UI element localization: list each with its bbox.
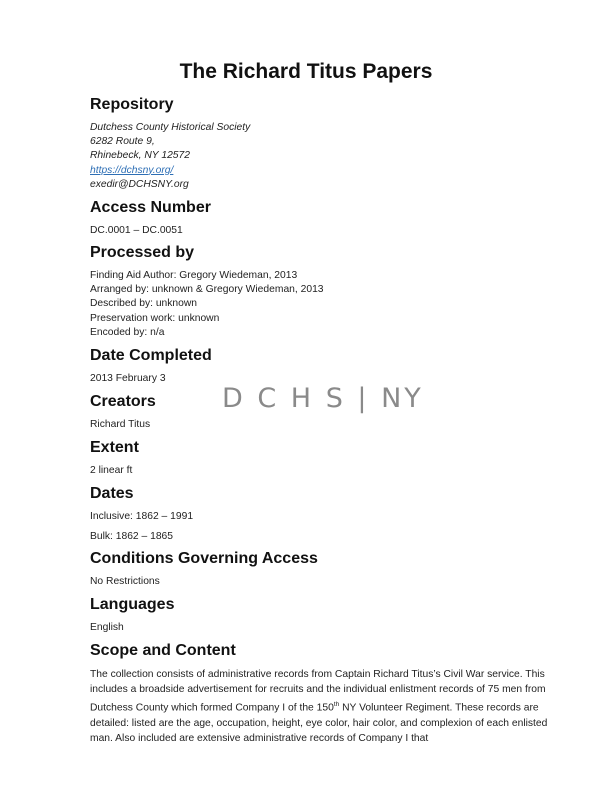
- repository-street: 6282 Route 9,: [90, 136, 155, 148]
- creators-value: Richard Titus: [90, 419, 151, 430]
- repository-name: Dutchess County Historical Society: [90, 122, 251, 133]
- scope-paragraph: [90, 667, 562, 746]
- page-title: The Richard Titus Papers: [179, 60, 433, 83]
- processed-by-line: Arranged by: unknown & Gregory Wiedeman, 2013: [90, 284, 324, 296]
- dates-section: [90, 484, 560, 544]
- date-completed-section: [90, 346, 560, 386]
- languages-heading: Languages: [90, 596, 175, 613]
- repository-heading: Repository: [90, 96, 174, 113]
- date-completed-heading: Date Completed: [90, 347, 212, 364]
- repository-section: [90, 95, 560, 192]
- processed-by-line: Encoded by: n/a: [90, 326, 165, 338]
- repository-url-link[interactable]: https://dchsny.org/: [90, 164, 174, 176]
- extent-section: [90, 438, 560, 478]
- processed-by-line: Finding Aid Author: Gregory Wiedeman, 2013: [90, 270, 298, 281]
- extent-value: 2 linear ft: [90, 465, 133, 476]
- access-number-heading: Access Number: [90, 199, 211, 216]
- repository-city: Rhinebeck, NY 12572: [90, 150, 190, 162]
- languages-value: English: [90, 622, 124, 633]
- processed-by-heading: Processed by: [90, 244, 195, 261]
- creators-heading: Creators: [90, 393, 156, 410]
- access-number-section: [90, 198, 560, 238]
- processed-by-section: [90, 243, 560, 340]
- processed-by-line: Described by: unknown: [90, 298, 198, 310]
- scope-heading: Scope and Content: [90, 642, 236, 659]
- dates-inclusive: Inclusive: 1862 – 1991: [90, 511, 194, 522]
- dchs-watermark: D C H S | NY: [222, 383, 424, 414]
- extent-heading: Extent: [90, 439, 139, 456]
- dates-bulk: Bulk: 1862 – 1865: [90, 531, 174, 543]
- date-completed-value: 2013 February 3: [90, 373, 166, 384]
- repository-email: exedir@DCHSNY.org: [90, 178, 189, 190]
- access-number-value: DC.0001 – DC.0051: [90, 225, 183, 236]
- languages-section: [90, 595, 560, 635]
- scope-section: [90, 641, 560, 746]
- conditions-value: No Restrictions: [90, 576, 160, 587]
- dates-heading: Dates: [90, 485, 134, 502]
- scope-superscript: th: [333, 701, 340, 709]
- scope-text-end: NY Volunteer Regiment. These records are detailed: listed are the age, occupation, height, eye color, hair color, and complexion of each enlisted man. Also included are extensive administrative records of Company I that: [90, 702, 548, 744]
- conditions-heading: Conditions Governing Access: [90, 550, 318, 567]
- scope-text-start: The collection consists of administrative records from Captain Richard Titus’s Civil War service. This includes a broadside advertisement for recruits and the individual enlistment records of 75 men from Dutchess County which formed Company I of the 150: [90, 669, 546, 714]
- conditions-section: [90, 549, 560, 589]
- processed-by-line: Preservation work: unknown: [90, 312, 220, 324]
